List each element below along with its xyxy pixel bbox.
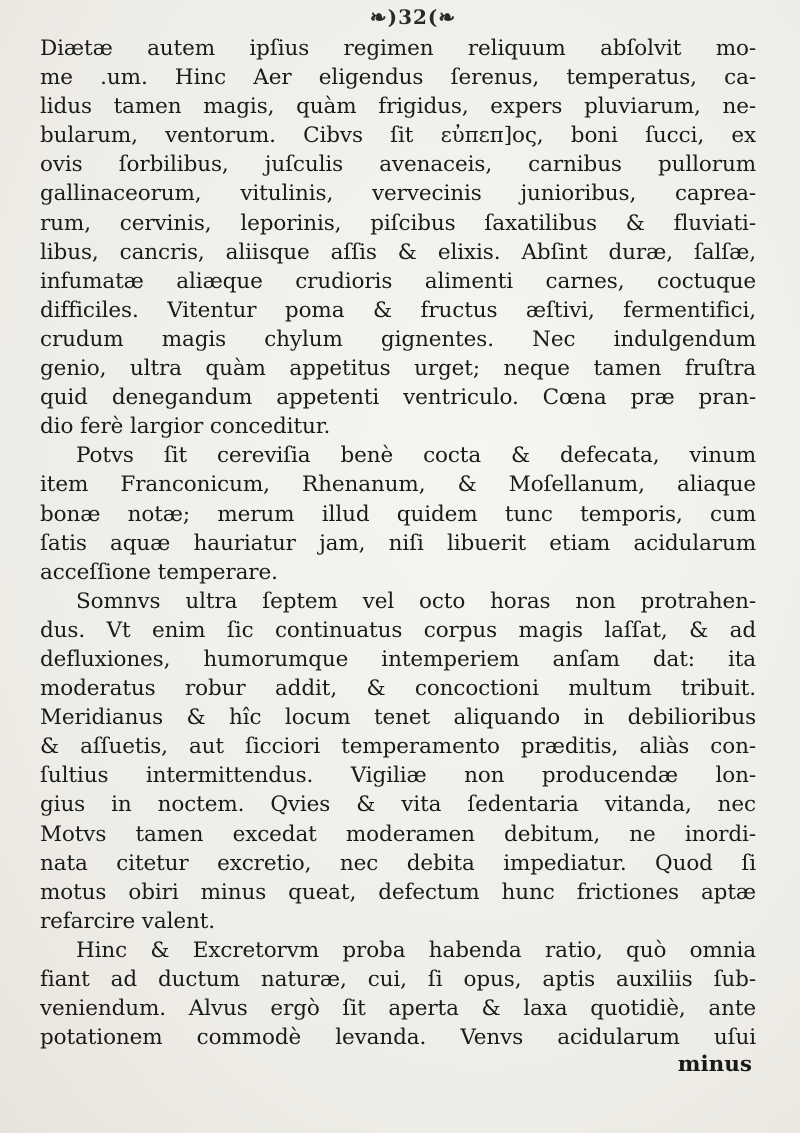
text-line: Meridianus & hîc locum tenet aliquando in debilioribus [40, 705, 756, 731]
page-number-header: ❧)32(❧ [369, 5, 457, 29]
text-line: Potvs ſit cereviſia benè cocta & defecata, vinum [76, 443, 756, 469]
text-line: gallinaceorum, vitulinis, vervecinis junioribus, caprea- [40, 181, 756, 207]
text-line: difficiles. Vitentur poma & fructus æſtivi, fermentifici, [40, 297, 756, 323]
text-line: potationem commodè levanda. Venvs acidularum uſui [40, 1025, 756, 1051]
text-line: ſatis aquæ hauriatur jam, niſi libuerit etiam acidularum [40, 530, 756, 556]
text-line: dus. Vt enim ſic continuatus corpus magis laſſat, & ad [40, 617, 756, 643]
text-line: acceſſione temperare. [40, 559, 278, 585]
text-line: veniendum. Alvus ergò ſit aperta & laxa quotidiè, ante [40, 996, 756, 1022]
text-line: refarcire valent. [40, 908, 215, 934]
text-line: Diætæ autem ipſius regimen reliquum abſolvit mo- [40, 36, 756, 61]
text-line: Somnvs ultra ſeptem vel octo horas non protrahen- [76, 588, 756, 614]
text-line: ovis ſorbilibus, juſculis avenaceis, carnibus pullorum [40, 152, 756, 178]
text-line: fiant ad ductum naturæ, cui, ſi opus, aptis auxiliis ſub- [40, 967, 756, 992]
text-line: ſultius intermittendus. Vigiliæ non producendæ lon- [40, 763, 756, 789]
text-line: Hinc & Excretorvm proba habenda ratio, quò omnia [76, 937, 756, 963]
page-body-text [40, 34, 756, 1052]
text-line: crudum magis chylum gignentes. Nec indulgendum [40, 326, 756, 352]
text-line: moderatus robur addit, & concoctioni multum tribuit. [40, 676, 756, 702]
catchword: minus [677, 1052, 752, 1078]
text-line: bularum, ventorum. Cibvs ſit εὐπεπ]ος, boni ſucci, ex [40, 123, 756, 149]
text-line: bonæ notæ; merum illud quidem tunc temporis, cum [40, 501, 756, 527]
text-line: item Franconicum, Rhenanum, & Moſellanum, aliaque [40, 472, 756, 498]
text-line: gius in noctem. Qvies & vita ſedentaria vitanda, nec [40, 792, 756, 818]
text-line: me .um. Hinc Aer eligendus ſerenus, temperatus, ca- [40, 65, 756, 91]
text-line: rum, cervinis, leporinis, piſcibus ſaxatilibus & fluviati- [40, 210, 756, 236]
text-line: Motvs tamen excedat moderamen debitum, ne inordi- [40, 821, 756, 847]
text-line: dio ferè largior conceditur. [40, 414, 331, 440]
text-line: infumatæ aliæque crudioris alimenti carnes, coctuque [40, 268, 756, 294]
text-line: quid denegandum appetenti ventriculo. Cœna præ pran- [40, 385, 756, 411]
text-line: lidus tamen magis, quàm frigidus, expers pluviarum, ne- [40, 94, 756, 120]
text-line: defluxiones, humorumque intemperiem anſam dat: ita [40, 646, 756, 672]
text-line: & aſſuetis, aut ſicciori temperamento præditis, aliàs con- [40, 734, 756, 760]
text-line: genio, ultra quàm appetitus urget; neque tamen fruſtra [40, 356, 756, 382]
text-line: libus, cancris, aliisque aſſis & elixis. Abſint duræ, ſalſæ, [40, 239, 756, 265]
text-line: motus obiri minus queat, defectum hunc frictiones aptæ [40, 879, 756, 905]
text-line: nata citetur excretio, nec debita impediatur. Quod ſi [40, 850, 756, 876]
